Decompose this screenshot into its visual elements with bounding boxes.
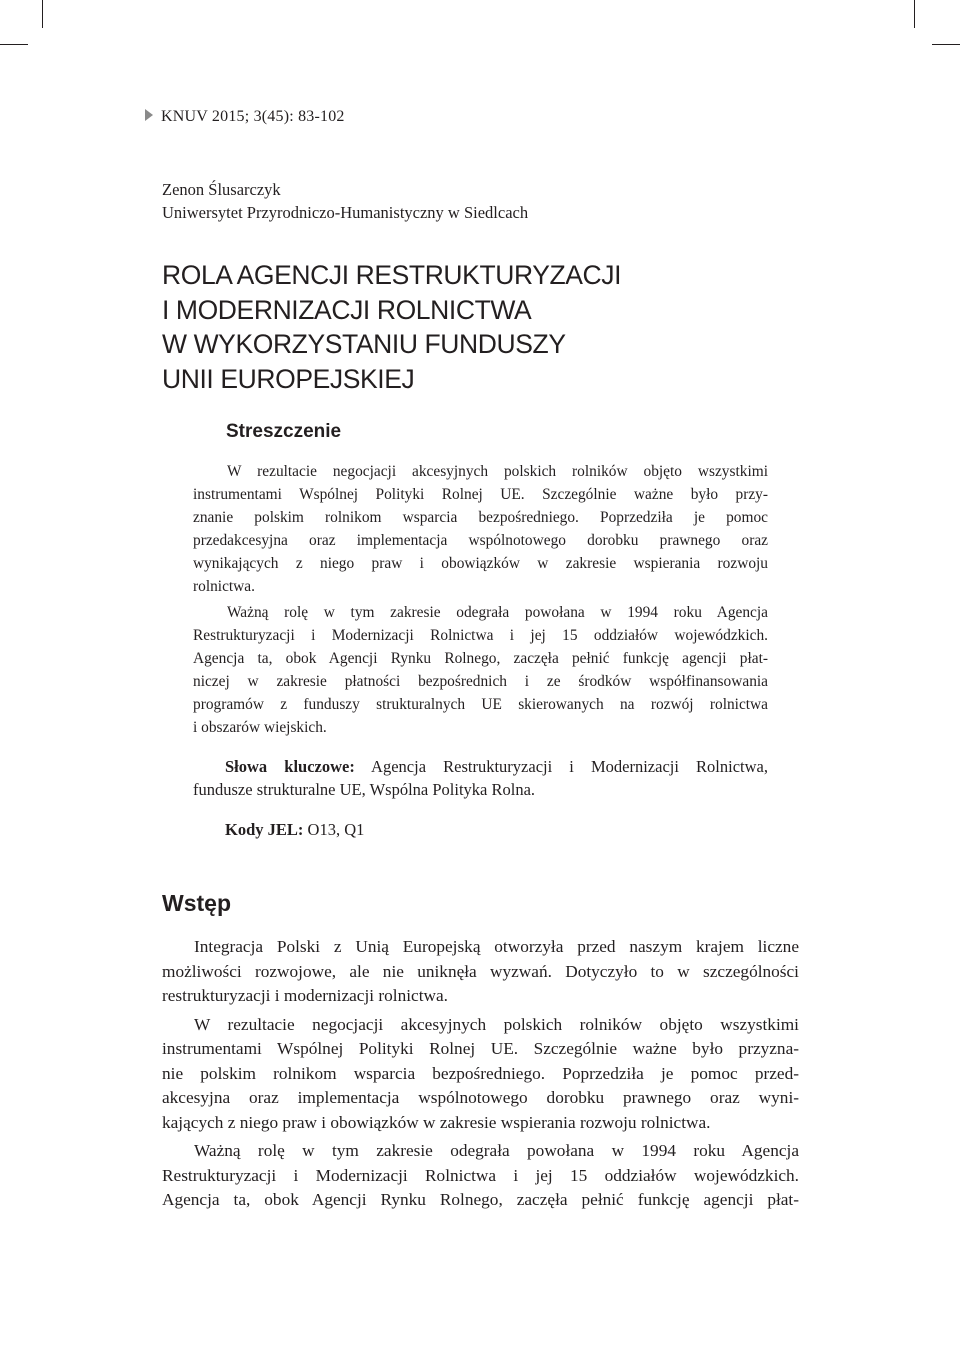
jel-codes <box>225 820 364 840</box>
author-affiliation: Uniwersytet Przyrodniczo-Humanistyczny w Siedlcach <box>162 203 529 222</box>
journal-citation-text: KNUV 2015; 3(45): 83-102 <box>161 108 345 125</box>
body-line: akcesyjna oraz implementacja wspólnotowego dorobku prawnego oraz wyni- <box>162 1088 799 1107</box>
body-line: Agencja ta, obok Agencji Rynku Rolnego, zaczęła pełnić funkcję agencji płat- <box>162 1190 799 1209</box>
abstract-line: przedakcesyjna oraz implementacja wspólnotowego dorobku prawnego oraz <box>193 532 768 549</box>
body-text <box>162 935 799 1213</box>
keywords-line: fundusze strukturalne UE, Wspólna Polityka Rolna. <box>193 780 536 799</box>
title-line: UNII EUROPEJSKIEJ <box>162 363 415 394</box>
crop-mark <box>42 0 43 28</box>
triangle-bullet-icon <box>145 109 153 121</box>
title-line: I MODERNIZACJI ROLNICTWA <box>162 294 532 325</box>
author-block <box>162 178 528 224</box>
abstract-line: Ważną rolę w tym zakresie odegrała powołana w 1994 roku Agencja <box>227 604 768 621</box>
article-title <box>162 258 862 396</box>
body-line: W rezultacie negocjacji akcesyjnych polskich rolników objęto wszystkimi <box>194 1014 799 1034</box>
body-line: nie polskim rolnikom wsparcia bezpośredniego. Poprzedziła je pomoc przed- <box>162 1063 799 1083</box>
body-line: Restrukturyzacji i Modernizacji Rolnictwa i jej 15 oddziałów wojewódzkich. <box>162 1165 799 1185</box>
keywords-line <box>193 755 768 778</box>
body-line: restrukturyzacji i modernizacji rolnictwa. <box>162 986 448 1005</box>
abstract-line: Restrukturyzacji i Modernizacji Rolnictwa i jej 15 oddziałów wojewódzkich. <box>193 627 768 644</box>
crop-mark <box>914 0 915 28</box>
abstract-line: W rezultacie negocjacji akcesyjnych polskich rolników objęto wszystkimi <box>227 463 768 480</box>
section-heading: Wstęp <box>162 890 231 916</box>
abstract-text <box>193 460 768 739</box>
title-line: W WYKORZYSTANIU FUNDUSZY <box>162 329 566 359</box>
title-line: ROLA AGENCJI RESTRUKTURYZACJI <box>162 260 622 290</box>
abstract-line: znanie polskim rolnikom wsparcia bezpośredniego. Poprzedziła je pomoc <box>193 509 768 526</box>
jel-values: O13, Q1 <box>303 820 365 839</box>
journal-citation <box>145 108 345 126</box>
abstract-line: programów z funduszy strukturalnych UE skierowanych na rozwój rolnictwa <box>193 696 768 713</box>
body-line: Integracja Polski z Unią Europejską otworzyła przed naszym krajem liczne <box>194 937 799 956</box>
abstract-line: rolnictwa. <box>193 578 255 595</box>
author-name: Zenon Ślusarczyk <box>162 180 281 199</box>
crop-mark <box>932 44 960 45</box>
abstract-line: instrumentami Wspólnej Polityki Rolnej UE. Szczególnie ważne było przy- <box>193 486 768 503</box>
abstract-line: Agencja ta, obok Agencji Rynku Rolnego, zaczęła pełnić funkcję agencji płat- <box>193 650 768 667</box>
abstract-line: i obszarów wiejskich. <box>193 719 327 736</box>
crop-mark <box>0 44 28 45</box>
keywords-text: Agencja Restrukturyzacji i Modernizacji Rolnictwa, <box>354 757 768 776</box>
abstract-line: niczej w zakresie płatności bezpośrednich i ze środków współfinansowania <box>193 673 768 690</box>
body-line: kających z niego praw i obowiązków w zakresie wspierania rozwoju rolnictwa. <box>162 1112 711 1132</box>
keywords <box>193 755 768 801</box>
body-line: możliwości rozwojowe, ale nie uniknęła wyzwań. Dotyczyło to w szczególności <box>162 961 799 981</box>
abstract-line: wynikających z niego praw i obowiązków w zakresie wspierania rozwoju <box>193 555 768 572</box>
abstract-heading: Streszczenie <box>226 421 342 442</box>
jel-label: Kody JEL: <box>225 820 304 839</box>
keywords-label: Słowa kluczowe: <box>225 757 355 776</box>
body-line: Ważną rolę w tym zakresie odegrała powołana w 1994 roku Agencja <box>194 1141 799 1160</box>
body-line: instrumentami Wspólnej Polityki Rolnej UE. Szczególnie ważne było przyzna- <box>162 1039 799 1058</box>
